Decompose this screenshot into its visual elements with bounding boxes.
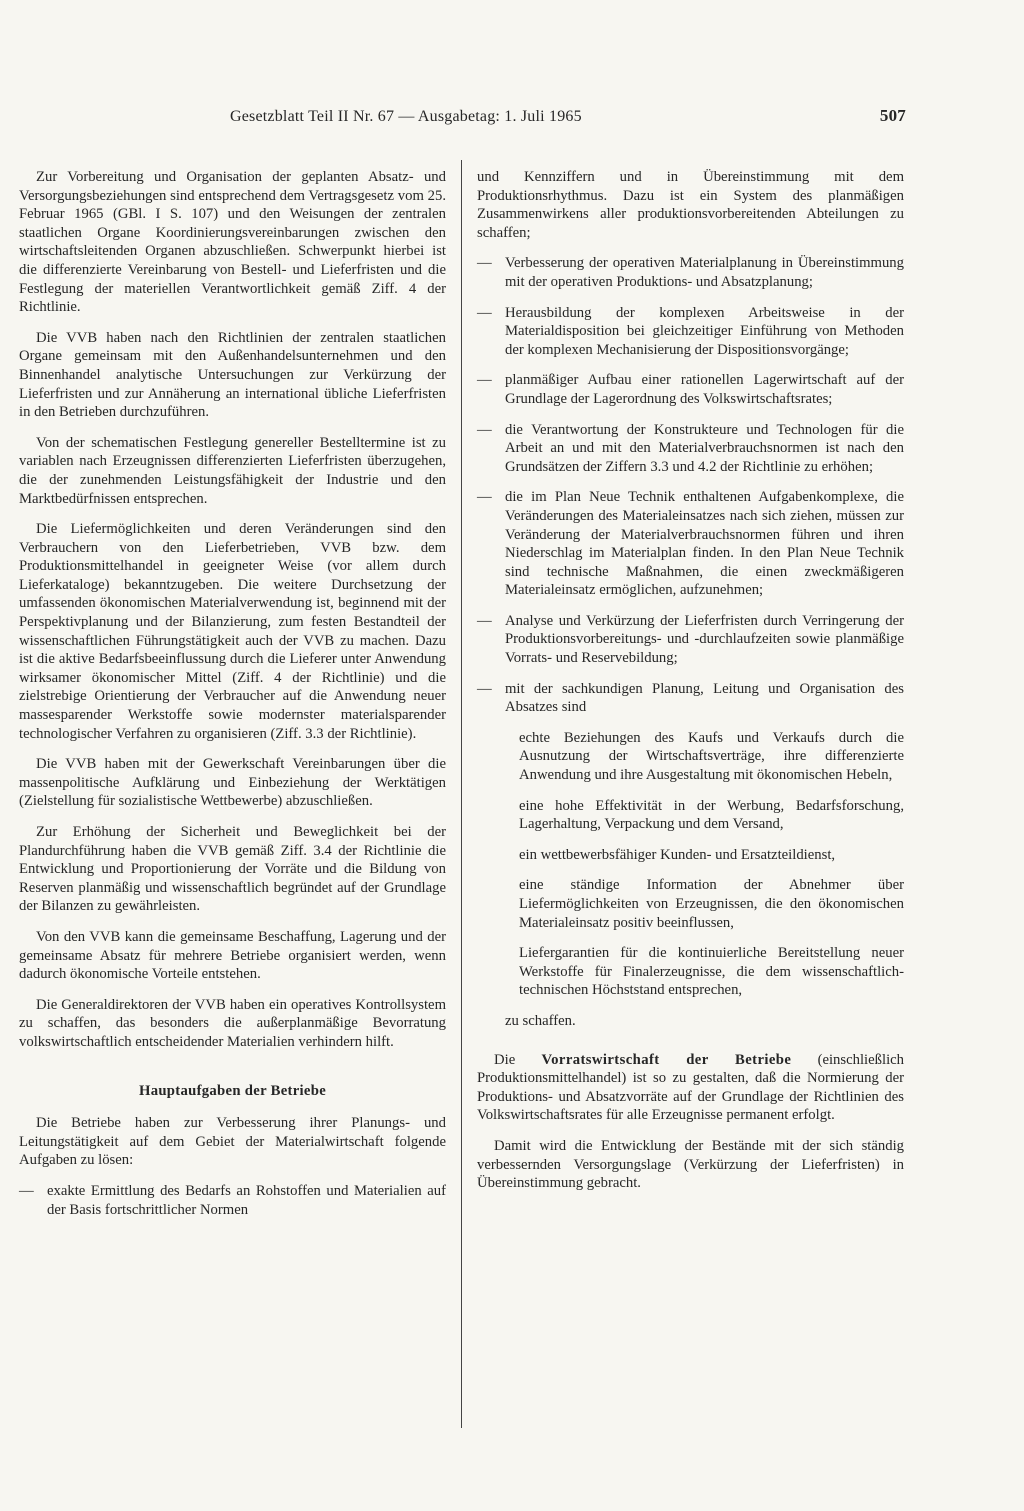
list-item-text: planmäßiger Aufbau einer rationellen Lagerwirtschaft auf der Grundlage der Lagerordnung des Volkswirtschaftsrates; [505, 372, 904, 407]
paragraph: Die Liefermöglichkeiten und deren Veränderungen sind den Verbrauchern von den Lieferbetrieben, VVB bzw. dem Produktionsmittelhandel in geeigneter Weise (vor allem durch Lieferkataloge) bekanntzugeben. Die weitere Durchsetzung der umfassenden ökonomischen Materialverwendung ist, beginnend mit der Perspektivplanung und der Bilanzierung, zum festen Bestandteil der wissenschaftlichen Führungstätigkeit auch der VVB zu machen. Dazu ist die aktive Bedarfsbeeinflussung durch die Lieferer unter Anwendung wirksamer ökonomischer Mittel (Ziff. 4 der Richtlinie) und die zielstrebige Orientierung der Verbraucher auf die Anwendung neuer massesparender Werkstoffe sowie modernster materialsparender technologischer Verfahren zu organisieren (Ziff. 3.3 der Richtlinie). [19, 521, 446, 742]
dash-mark: — [477, 304, 492, 321]
paragraph: Damit wird die Entwicklung der Bestände mit der sich ständig verbessernden Versorgungslage (Verkürzung der Lieferfristen) in Übereinstimmung gebracht. [477, 1137, 904, 1192]
dash-mark: — [477, 255, 492, 272]
list-item [477, 371, 904, 408]
dash-mark: — [477, 489, 492, 506]
list-item-text: die im Plan Neue Technik enthaltenen Aufgabenkomplexe, die Veränderungen des Materialeinsatzes nach sich ziehen, müssen zur Veränderung der Materialverbrauchsnormen führen und ihren Niederschlag im Materialplan finden. In den Plan Neue Technik sind technische Maßnahmen, die einen zweckmäßigeren Materialeinsatz ermöglichen, aufzunehmen; [505, 489, 904, 599]
running-title: Gesetzblatt Teil II Nr. 67 — Ausgabetag: 1. Juli 1965 [230, 108, 582, 125]
emphasis-term: Vorratswirtschaft der Betriebe [541, 1051, 792, 1068]
list-item [477, 612, 904, 668]
paragraph-continued: und Kennziffern und in Übereinstimmung mit dem Produktionsrhythmus. Dazu ist ein System des planmäßigen Zusammenwirkens aller produktionsvorbereitenden Abteilungen zu schaffen; [477, 169, 904, 241]
dash-mark: — [477, 680, 492, 697]
paragraph-rest: (einschließlich Produktionsmittelhandel) ist so zu gestalten, daß die Normierung der Produktions- und Absatzvorräte auf der Grundlage der Richtlinien des Volkswirtschaftsrates für alle Erzeugnisse permanent erfolgt. [477, 1051, 905, 1124]
paragraph: Zur Erhöhung der Sicherheit und Beweglichkeit bei der Plandurchführung haben die VVB gemäß Ziff. 3.4 der Richtlinie die Entwicklung und Proportionierung der Vorräte und die Bildung von Reserven planmäßig und wissenschaftlich begründet auf der Grundlage der Bilanzen zu gewährleisten. [19, 824, 446, 915]
list-item [477, 304, 904, 360]
page-header [230, 104, 906, 132]
paragraph-lead: Die [494, 1051, 516, 1068]
list-item [477, 254, 904, 291]
sub-item: eine ständige Information der Abnehmer über Liefermöglichkeiten von Erzeugnissen, die den ökonomischen Materialeinsatz positiv beeinflussen, [519, 877, 904, 931]
dash-mark: — [477, 421, 492, 438]
dash-mark: — [19, 1182, 34, 1199]
paragraph: Die VVB haben nach den Richtlinien der zentralen staatlichen Organe gemeinsam mit den Außenhandelsunternehmen und den Binnenhandel analytische Untersuchungen zur Verkürzung der Lieferfristen und zur Annäherung an international übliche Lieferfristen in den Betrieben durchzuführen. [19, 329, 446, 421]
closing-line: zu schaffen. [505, 1012, 576, 1029]
paragraph: Die Betriebe haben zur Verbesserung ihrer Planungs- und Leitungstätigkeit auf dem Gebiet der Materialwirtschaft folgende Aufgaben zu lösen: [19, 1115, 446, 1169]
sub-item: Liefergarantien für die kontinuierliche Bereitstellung neuer Werkstoffe für Finalerzeugnisse, die dem wissenschaftlich-technischen Höchststand entsprechen, [519, 945, 904, 999]
paragraph: Die VVB haben mit der Gewerkschaft Vereinbarungen über die massenpolitische Aufklärung und Einbeziehung der Werktätigen (Zielstellung für sozialistische Wettbewerbe) abzuschließen. [19, 756, 446, 810]
paragraph: Von den VVB kann die gemeinsame Beschaffung, Lagerung und der gemeinsame Absatz für mehrere Betriebe organisiert werden, wenn dadurch ökonomische Vorteile entstehen. [19, 928, 446, 983]
section-heading: Hauptaufgaben der Betriebe [138, 1082, 327, 1099]
list-item-text: exakte Ermittlung des Bedarfs an Rohstoffen und Materialien auf der Basis fortschrittlicher Normen [47, 1182, 446, 1218]
list-item [477, 421, 904, 477]
paragraph: Die Generaldirektoren der VVB haben ein operatives Kontrollsystem zu schaffen, das besonders die außerplanmäßige Bevorratung volkswirtschaftlich entscheidender Materialien verhindern hilft. [19, 996, 446, 1050]
list-item [19, 1182, 446, 1219]
paragraph [477, 1051, 904, 1125]
list-item-text: die Verantwortung der Konstrukteure und Technologen für die Arbeit an und mit den Materialverbrauchsnormen ist nach den Grundsätzen der Ziffern 3.3 und 4.2 der Richtlinie zu erhöhen; [505, 421, 904, 475]
paragraph: Zur Vorbereitung und Organisation der geplanten Absatz- und Versorgungsbeziehungen sind entsprechend dem Vertragsgesetz vom 25. Februar 1965 (GBl. I S. 107) und den Weisungen der zentralen staatlichen Organe Koordinierungsvereinbarungen zwischen den wirtschaftsleitenden Organen abzuschließen. Schwerpunkt hierbei ist die differenzierte Vereinbarung von Bestell- und Lieferfristen und die Festlegung der materiellen Verantwortlichkeit gemäß Ziff. 4 der Richtlinie. [19, 169, 446, 316]
right-column [477, 168, 904, 1205]
dash-mark: — [477, 372, 492, 389]
list-item [477, 488, 904, 600]
paragraph: Von der schematischen Festlegung genereller Bestelltermine ist zu variablen nach Erzeugnissen differenzierten Lieferfristen überzugehen, die der zunehmenden Leistungsfähigkeit der Industrie und den Marktbedürfnissen entsprechen. [19, 434, 446, 507]
dash-mark: — [477, 612, 492, 629]
sub-item: echte Beziehungen des Kaufs und Verkaufs durch die Ausnutzung der Wirtschaftsverträge, ihre differenzierte Anwendung und ihre Ausgestaltung mit ökonomischen Hebeln, [519, 729, 904, 784]
list-item-text: Verbesserung der operativen Materialplanung in Übereinstimmung mit der operativen Produktions- und Absatzplanung; [505, 255, 904, 290]
sub-item: eine hohe Effektivität in der Werbung, Bedarfsforschung, Lagerhaltung, Verpackung und dem Versand, [519, 797, 904, 833]
list-item-text: mit der sachkundigen Planung, Leitung und Organisation des Absatzes sind [505, 680, 904, 716]
column-divider [461, 160, 462, 1428]
list-item-text: Analyse und Verkürzung der Lieferfristen durch Verringerung der Produktionsvorbereitungs- und -durchlaufzeiten sowie planmäßige Vorrats- und Reservebildung; [505, 612, 904, 667]
list-item-text: Herausbildung der komplexen Arbeitsweise in der Materialdisposition bei gleichzeitiger Einführung von Methoden der komplexen Mechanisierung der Dispositionsvorgänge; [505, 304, 904, 358]
list-item [477, 680, 904, 717]
sub-item: ein wettbewerbsfähiger Kunden- und Ersatzteildienst, [519, 846, 836, 863]
page-number: 507 [879, 106, 906, 125]
left-column [19, 168, 446, 1231]
